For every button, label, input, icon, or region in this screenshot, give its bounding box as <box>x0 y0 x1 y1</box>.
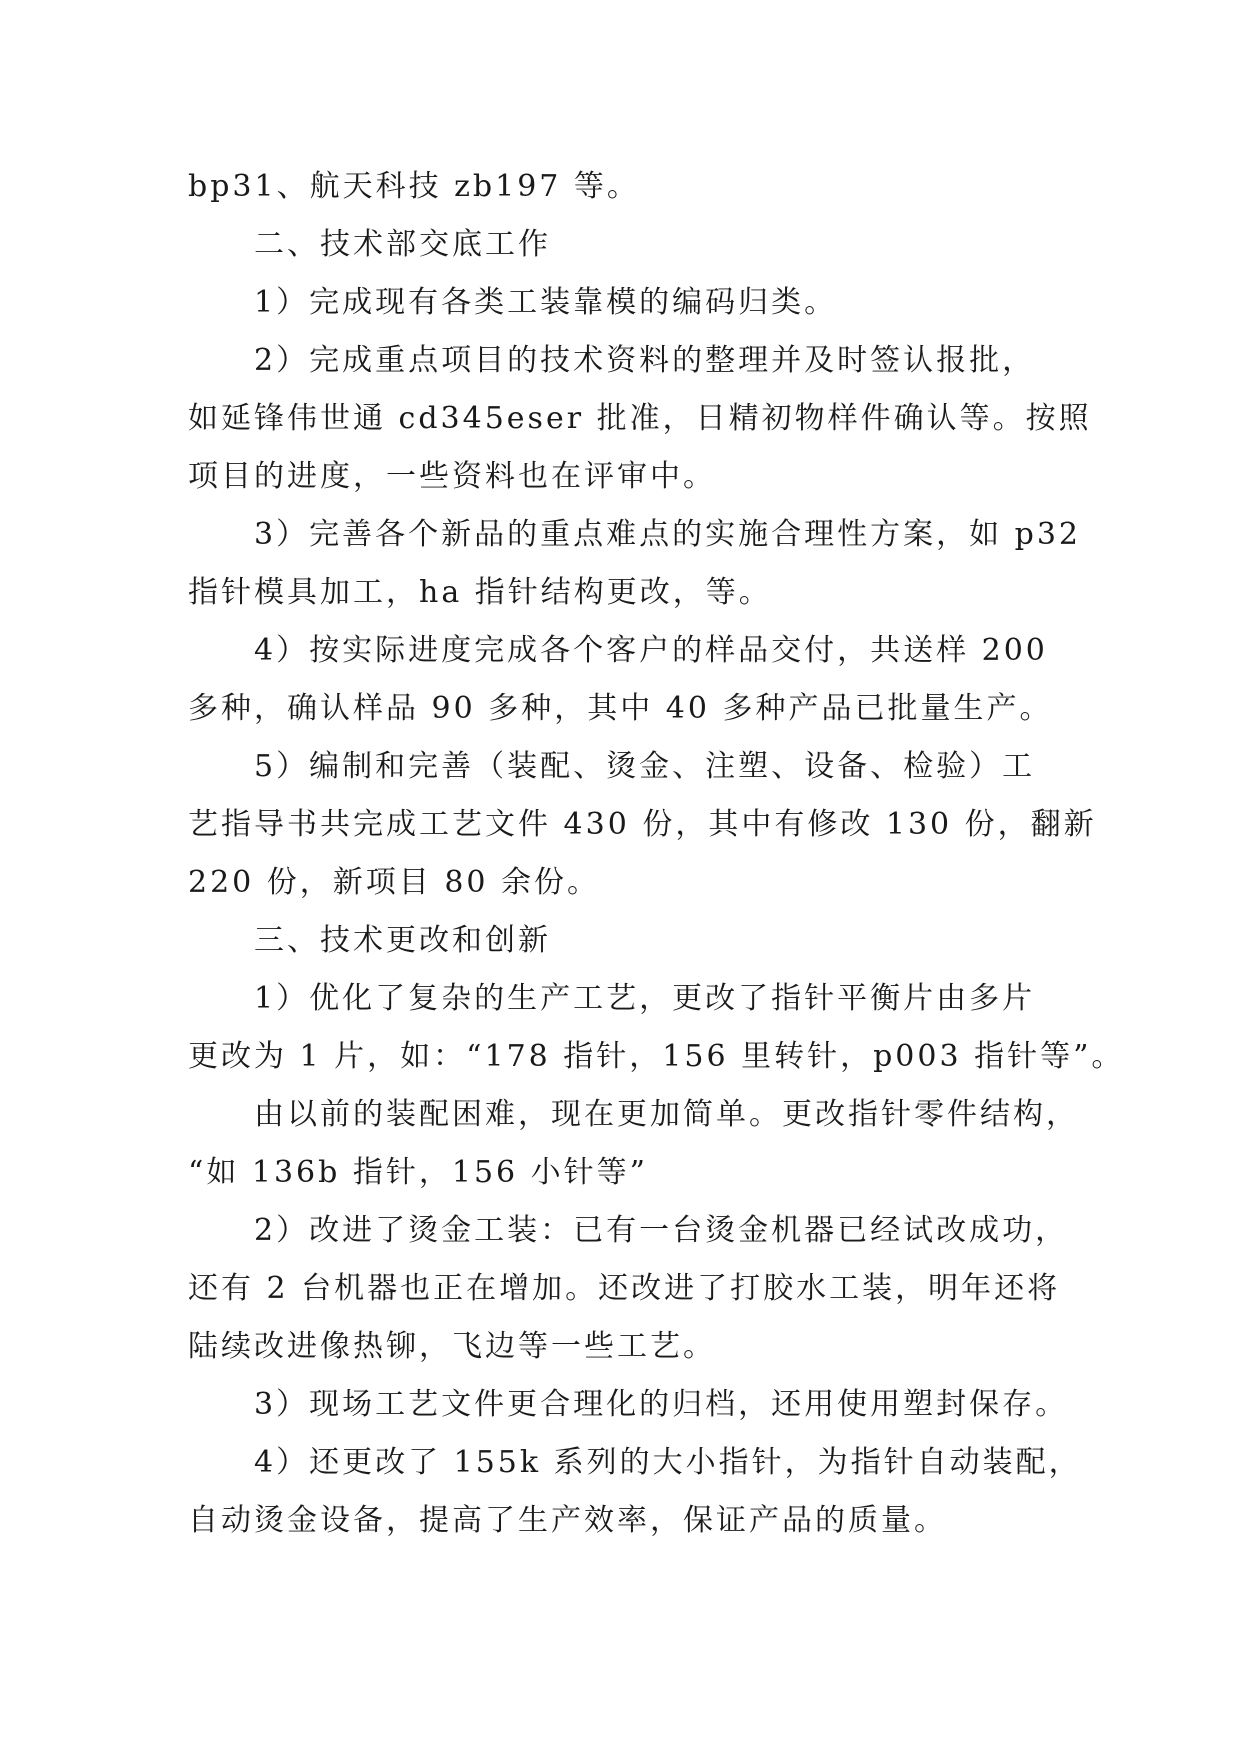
paragraph-line: 4）按实际进度完成各个客户的样品交付，共送样 200 <box>254 633 1048 668</box>
section-heading: 二、技术部交底工作 <box>254 227 551 262</box>
paragraph-line: 多种，确认样品 90 多种，其中 40 多种产品已批量生产。 <box>188 691 1053 726</box>
paragraph-line: 还有 2 台机器也正在增加。还改进了打胶水工装，明年还将 <box>188 1271 1061 1306</box>
paragraph-line: 220 份，新项目 80 余份。 <box>188 865 601 900</box>
section-heading: 三、技术更改和创新 <box>254 923 551 958</box>
paragraph-line: 4）还更改了 155k 系列的大小指针，为指针自动装配， <box>254 1445 1082 1480</box>
paragraph-line: “如 136b 指针，156 小针等” <box>188 1155 649 1190</box>
paragraph-line: 1）完成现有各类工装靠模的编码归类。 <box>254 285 838 320</box>
paragraph-line: 如延锋伟世通 cd345eser 批准，日精初物样件确认等。按照 <box>188 401 1092 436</box>
paragraph-line: 陆续改进像热铆，飞边等一些工艺。 <box>188 1329 716 1364</box>
paragraph-line: 指针模具加工，ha 指针结构更改，等。 <box>188 575 772 610</box>
paragraph-line: bp31、航天科技 zb197 等。 <box>188 169 640 204</box>
paragraph-line: 3）现场工艺文件更合理化的归档，还用使用塑封保存。 <box>254 1387 1069 1422</box>
paragraph-line: 艺指导书共完成工艺文件 430 份，其中有修改 130 份，翻新 <box>188 807 1097 842</box>
paragraph-line: 由以前的装配困难，现在更加简单。更改指针零件结构， <box>254 1097 1079 1132</box>
document-body <box>188 158 1125 1550</box>
paragraph-line: 2）改进了烫金工装：已有一台烫金机器已经试改成功， <box>254 1213 1069 1248</box>
paragraph-line: 2）完成重点项目的技术资料的整理并及时签认报批， <box>254 343 1036 378</box>
paragraph-line: 项目的进度，一些资料也在评审中。 <box>188 459 716 494</box>
paragraph-line: 1）优化了复杂的生产工艺，更改了指针平衡片由多片 <box>254 981 1036 1016</box>
paragraph-line: 自动烫金设备，提高了生产效率，保证产品的质量。 <box>188 1503 947 1538</box>
paragraph-line: 5）编制和完善（装配、烫金、注塑、设备、检验）工 <box>254 749 1036 784</box>
paragraph-line: 3）完善各个新品的重点难点的实施合理性方案，如 p32 <box>254 517 1082 552</box>
paragraph-line: 更改为 1 片，如：“178 指针，156 里转针，p003 指针等”。 <box>188 1039 1125 1074</box>
